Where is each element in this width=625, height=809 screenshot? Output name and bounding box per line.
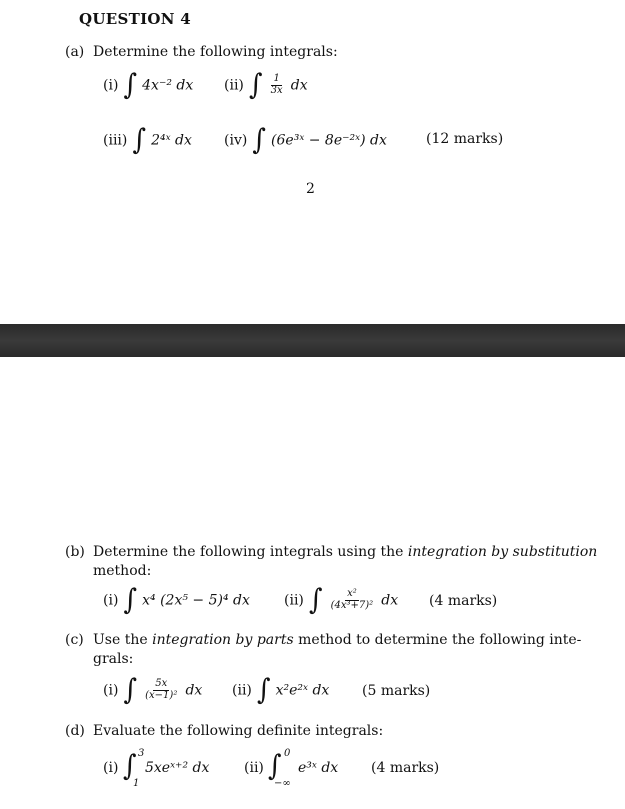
item-number: (ii)	[244, 760, 264, 776]
part-d-label: (d)	[65, 723, 85, 739]
item-number: (i)	[103, 77, 119, 94]
part-d-marks: (4 marks)	[371, 760, 440, 776]
integral-sign: ∫	[123, 673, 138, 707]
part-d-item-ii	[244, 748, 364, 791]
part-a-text: Determine the following integrals:	[93, 44, 338, 60]
part-a-item-iv	[224, 123, 387, 157]
part-c-label: (c)	[65, 632, 84, 648]
part-c-marks: (5 marks)	[362, 683, 431, 699]
integrand: x⁴ (2x⁵ − 5)⁴ dx	[142, 592, 250, 609]
integral-sign: ∫	[256, 673, 271, 707]
part-b-marks: (4 marks)	[429, 593, 498, 609]
integrand-tail: dx	[381, 592, 399, 609]
part-a-label: (a)	[65, 44, 85, 60]
item-number: (i)	[103, 760, 119, 776]
integrand-tail: dx	[290, 77, 308, 94]
item-number: (i)	[103, 592, 119, 609]
part-b-text	[93, 544, 597, 560]
fraction	[329, 589, 376, 611]
item-number: (iv)	[224, 132, 248, 149]
fraction	[143, 679, 179, 701]
part-c-text-line2: grals:	[93, 651, 134, 667]
part-a-item-iii	[103, 123, 192, 157]
page-bottom	[0, 357, 625, 809]
part-b-item-i	[103, 583, 250, 617]
lower-limit: −∞	[274, 778, 291, 789]
part-b-item-ii	[284, 583, 399, 617]
integral-sign: ∫	[268, 749, 282, 783]
integral-sign: ∫	[123, 583, 138, 617]
fraction	[269, 74, 285, 96]
part-a-marks: (12 marks)	[426, 131, 504, 147]
integral-sign: ∫	[123, 749, 137, 783]
upper-limit: 0	[284, 748, 291, 759]
part-b-label: (b)	[65, 544, 85, 560]
part-d-text: Evaluate the following definite integrals:	[93, 723, 384, 739]
item-number: (ii)	[284, 592, 304, 609]
page-divider	[0, 324, 625, 357]
part-a-item-ii	[224, 68, 308, 102]
integrand: x²e²ˣ dx	[275, 682, 330, 699]
integral-sign: ∫	[132, 123, 146, 157]
part-c-text-post: method to determine the following inte-	[293, 632, 582, 648]
integrand: (6e³ˣ − 8e⁻²ˣ) dx	[271, 132, 387, 149]
page-number: 2	[306, 181, 315, 197]
fraction-denominator: (4x³+7)²	[330, 599, 374, 611]
upper-limit: 3	[138, 748, 145, 759]
integrand: 2⁴ˣ dx	[151, 132, 192, 149]
integral-sign: ∫	[248, 68, 263, 102]
integral-sign: ∫	[308, 583, 323, 617]
fraction-denominator: 3x	[270, 84, 283, 96]
fraction-numerator: 5x	[155, 678, 168, 689]
fraction-denominator: (x−1)²	[145, 689, 178, 701]
part-d-item-i	[103, 748, 223, 789]
item-number: (ii)	[224, 77, 244, 94]
part-c-item-ii	[232, 673, 330, 707]
part-b-text-pre: Determine the following integrals using the	[93, 544, 408, 560]
integrand: 4x⁻² dx	[142, 77, 194, 94]
integrand-tail: dx	[185, 682, 203, 699]
fraction-numerator: x²	[347, 588, 357, 599]
integral-sign: ∫	[123, 68, 138, 102]
question-title: QUESTION 4	[79, 10, 192, 28]
page-top	[0, 0, 625, 324]
part-c-item-i	[103, 673, 203, 707]
fraction-numerator: 1	[273, 73, 280, 84]
part-c-text-emph: integration by parts	[152, 632, 294, 648]
integrand: 5xeˣ⁺² dx	[145, 760, 210, 776]
part-c-text-pre: Use the	[93, 632, 153, 648]
part-b-text-emph: integration by substitution	[407, 544, 598, 560]
integrand: e³ˣ dx	[298, 760, 339, 776]
integral-sign: ∫	[252, 123, 266, 157]
part-c-text	[93, 632, 581, 648]
part-b-text-line2: method:	[93, 563, 152, 579]
item-number: (ii)	[232, 682, 252, 699]
item-number: (iii)	[103, 132, 128, 149]
part-a-item-i	[103, 68, 194, 102]
lower-limit: 1	[133, 778, 140, 789]
item-number: (i)	[103, 682, 119, 699]
